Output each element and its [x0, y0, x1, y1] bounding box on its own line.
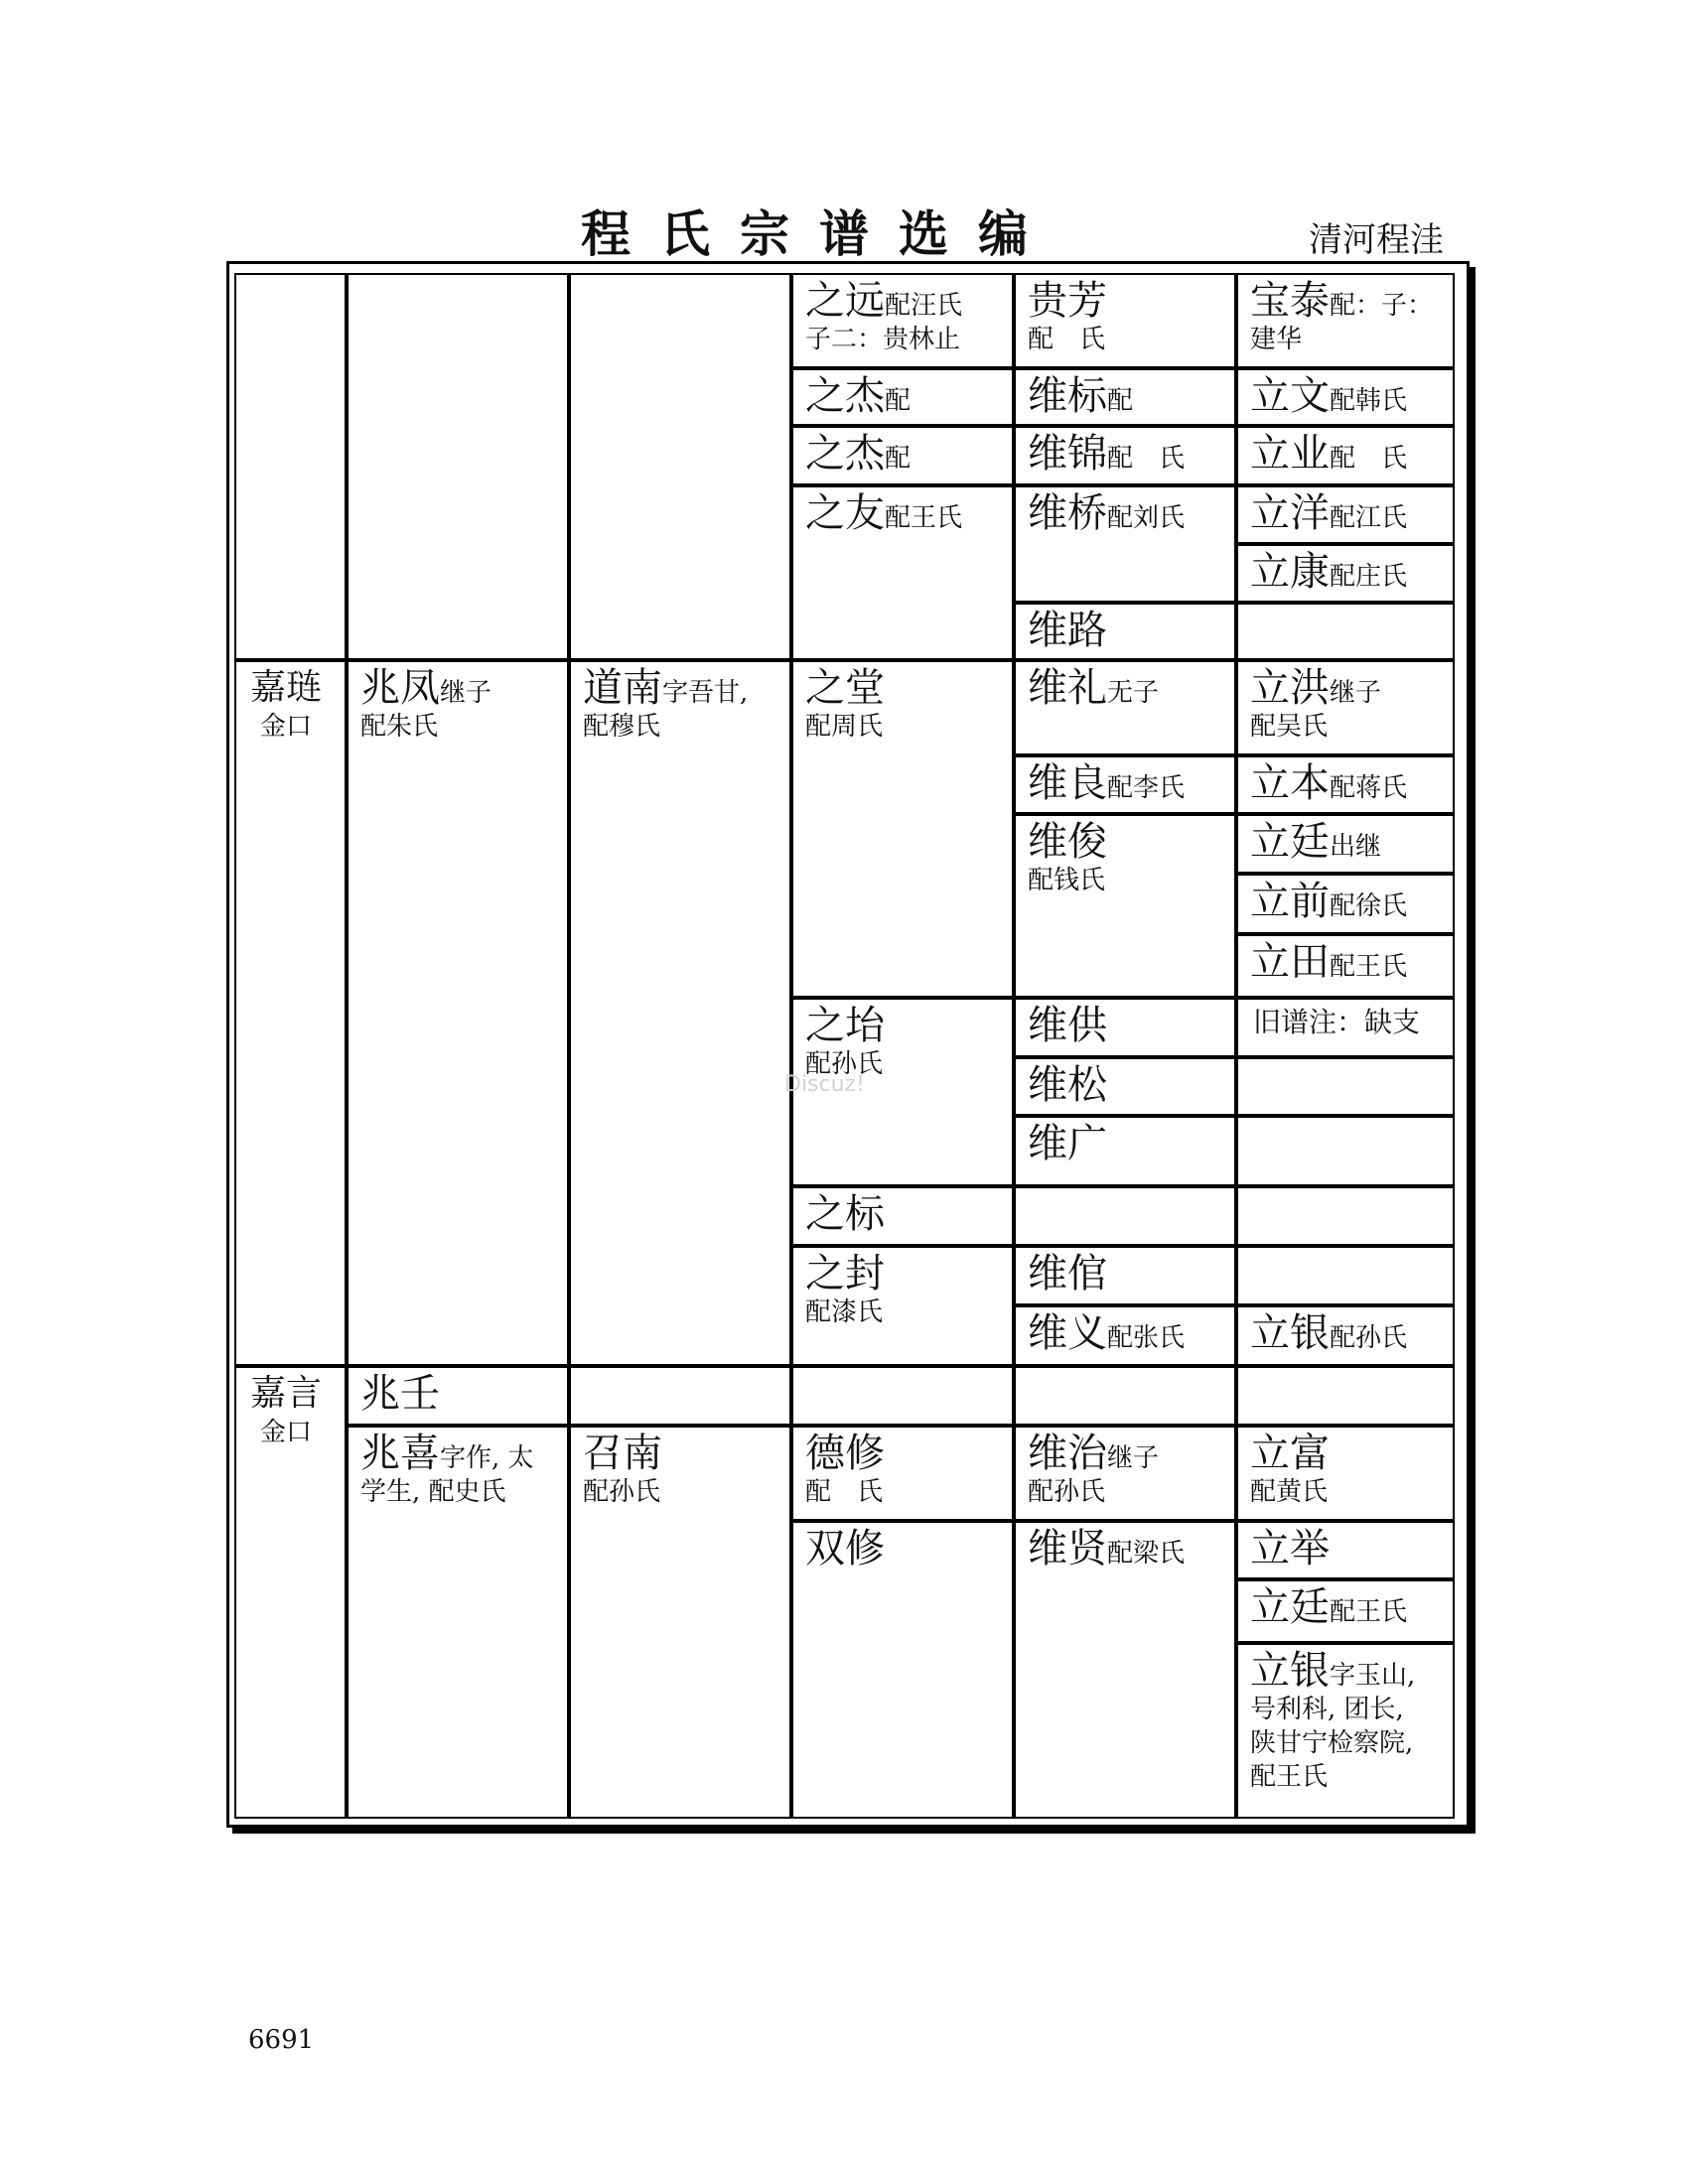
s2-c2-entry	[347, 660, 569, 1366]
entry-name: 之坮	[805, 1003, 885, 1048]
entry-line3: 陕甘宁检察院,	[1250, 1728, 1414, 1758]
entry-note: 字作, 太	[440, 1443, 534, 1473]
s2-c6-empty	[1236, 1116, 1455, 1186]
entry-name: 立富	[1250, 1431, 1330, 1476]
entry-name: 维礼	[1028, 665, 1107, 711]
entry-note: 配王氏	[885, 503, 963, 533]
entry-name: 之远	[805, 278, 885, 324]
entry-name: 兆喜	[360, 1431, 440, 1476]
entry-name: 维锦	[1028, 431, 1107, 477]
entry-name: 宝泰	[1250, 278, 1330, 324]
s3-c4-entry	[791, 1426, 1014, 1521]
entry-name: 之友	[805, 490, 885, 536]
entry-name: 嘉琏	[250, 667, 323, 708]
entry-note: 配 氏	[1107, 444, 1186, 474]
entry-name: 兆壬	[360, 1371, 440, 1417]
s2-c5-entry	[1014, 755, 1236, 814]
s2-c1-entry	[234, 660, 347, 1366]
s3-c6-entry	[1236, 1643, 1455, 1819]
s1-c5-entry	[1014, 368, 1236, 426]
entry-line2: 子二：贵林止	[805, 325, 961, 354]
entry-line2: 金口	[260, 712, 313, 742]
entry-note: 配刘氏	[1107, 503, 1186, 533]
s3-c1-entry	[234, 1366, 347, 1819]
entry-name: 维义	[1028, 1310, 1107, 1356]
s1-c5-entry	[1014, 273, 1236, 368]
s3-c6-entry	[1236, 1579, 1455, 1643]
entry-name: 立文	[1250, 373, 1330, 419]
entry-note: 配徐氏	[1330, 891, 1408, 921]
entry-name: 维路	[1028, 608, 1107, 653]
entry-name: 立前	[1250, 879, 1330, 924]
entry-note: 出继	[1330, 832, 1382, 862]
s2-c5-entry	[1014, 660, 1236, 755]
entry-name: 之标	[805, 1191, 885, 1237]
entry-name: 维桥	[1028, 490, 1107, 536]
s2-c6-entry	[1236, 934, 1455, 998]
watermark-text: Discuz!	[784, 1072, 865, 1097]
entry-name: 道南	[583, 665, 662, 711]
s1-c4-entry	[791, 426, 1014, 485]
entry-line2: 建华	[1250, 325, 1303, 354]
entry-name: 立银	[1250, 1648, 1330, 1694]
entry-note: 配韩氏	[1330, 386, 1408, 416]
entry-note: 配孙氏	[1330, 1323, 1408, 1353]
entry-name: 维松	[1028, 1062, 1107, 1108]
entry-name: 维广	[1028, 1121, 1107, 1166]
entry-note: 配庄氏	[1330, 562, 1408, 592]
s2-c6-empty	[1236, 1186, 1455, 1246]
entry-name: 召南	[583, 1431, 662, 1476]
entry-note: 字玉山,	[1330, 1661, 1416, 1691]
entry-name: 兆凤	[360, 665, 440, 711]
s1-c5-entry	[1014, 603, 1236, 660]
entry-line2: 配孙氏	[1028, 1477, 1106, 1507]
entry-name: 之杰	[805, 431, 885, 477]
s2-c6-empty	[1236, 1246, 1455, 1305]
entry-name: 之封	[805, 1251, 885, 1297]
entry-note: 配张氏	[1107, 1323, 1186, 1353]
s2-c5-empty	[1014, 1186, 1236, 1246]
entry-name: 维良	[1028, 760, 1107, 806]
s2-c5-entry	[1014, 1305, 1236, 1366]
entry-line2: 配吴氏	[1250, 712, 1329, 742]
entry-note: 配汪氏	[885, 291, 963, 321]
s2-c3-entry	[569, 660, 791, 1366]
s1-col2-empty	[347, 273, 569, 660]
s2-c4-entry	[791, 1246, 1014, 1366]
entry-line2: 学生, 配史氏	[360, 1477, 506, 1507]
s1-c6-entry	[1236, 368, 1455, 426]
s1-c6-entry	[1236, 426, 1455, 485]
s2-c5-entry	[1014, 1057, 1236, 1116]
s1-c5-entry	[1014, 426, 1236, 485]
s2-c6-entry	[1236, 660, 1455, 755]
s3-c4-empty	[791, 1366, 1014, 1426]
entry-note: 无子	[1107, 678, 1160, 708]
s3-c5-empty	[1014, 1366, 1236, 1426]
s3-c3-entry	[569, 1426, 791, 1819]
s1-col1-empty	[234, 273, 347, 660]
s3-c6-empty	[1236, 1366, 1455, 1426]
entry-note: 配王氏	[1330, 952, 1408, 982]
s2-c6-entry	[1236, 755, 1455, 814]
entry-note: 配李氏	[1107, 773, 1186, 803]
entry-note: 配：子：	[1330, 291, 1434, 321]
s2-c6-entry	[1236, 814, 1455, 874]
s3-c6-entry	[1236, 1426, 1455, 1521]
entry-name: 立廷	[1250, 1584, 1330, 1630]
s2-c5-entry	[1014, 814, 1236, 998]
entry-name: 之杰	[805, 373, 885, 419]
entry-note: 配梁氏	[1107, 1539, 1186, 1569]
s3-c2-entry	[347, 1426, 569, 1819]
s2-c4-entry	[791, 660, 1014, 998]
entry-note: 配王氏	[1330, 1597, 1408, 1627]
entry-name: 维贤	[1028, 1526, 1107, 1571]
s1-col3-empty	[569, 273, 791, 660]
entry-note: 继子	[1107, 1443, 1160, 1473]
s1-c6-entry	[1236, 273, 1455, 368]
entry-note: 配江氏	[1330, 503, 1408, 533]
entry-name: 维俊	[1028, 819, 1107, 865]
s2-c6-empty	[1236, 1057, 1455, 1116]
s3-c5-entry	[1014, 1426, 1236, 1521]
entry-note: 字吾甘,	[662, 678, 749, 708]
entry-name: 贵芳	[1028, 278, 1107, 324]
page-number: 6691	[248, 2025, 315, 2055]
s1-c6-empty	[1236, 603, 1455, 660]
entry-line2: 配钱氏	[1028, 866, 1106, 895]
entry-line2: 配黄氏	[1250, 1477, 1329, 1507]
entry-note: 配	[885, 444, 912, 474]
entry-name: 立田	[1250, 939, 1330, 985]
old-genealogy-note: 旧谱注：缺支	[1253, 1006, 1421, 1038]
entry-line2: 金口	[260, 1418, 313, 1447]
entry-note: 配蒋氏	[1330, 773, 1408, 803]
entry-line2: 配朱氏	[360, 712, 439, 742]
entry-line2: 配孙氏	[805, 1049, 884, 1079]
s2-c6-entry	[1236, 1305, 1455, 1366]
entry-line2: 配漆氏	[805, 1297, 884, 1327]
s2-c5-entry	[1014, 1246, 1236, 1305]
entry-note: 配	[885, 386, 912, 416]
s3-c4-entry	[791, 1521, 1014, 1819]
page-title: 程氏宗谱选编	[581, 205, 1057, 263]
entry-name: 维供	[1028, 1003, 1107, 1048]
s3-c5-entry	[1014, 1521, 1236, 1819]
entry-note: 继子	[440, 678, 492, 708]
entry-name: 双修	[805, 1526, 885, 1571]
entry-note: 配 氏	[1330, 444, 1408, 474]
entry-name: 立洪	[1250, 665, 1330, 711]
entry-name: 立银	[1250, 1310, 1330, 1356]
s1-c4-entry	[791, 485, 1014, 660]
entry-name: 立举	[1250, 1526, 1330, 1571]
entry-line2: 配孙氏	[583, 1477, 661, 1507]
entry-name: 立本	[1250, 760, 1330, 806]
s3-c3-empty	[569, 1366, 791, 1426]
s2-c4-entry	[791, 1186, 1014, 1246]
entry-name: 维治	[1028, 1431, 1107, 1476]
entry-name: 嘉言	[250, 1373, 323, 1414]
entry-name: 立洋	[1250, 490, 1330, 536]
entry-note: 继子	[1330, 678, 1382, 708]
entry-line4: 配王氏	[1250, 1762, 1329, 1792]
s2-c6-entry	[1236, 874, 1455, 934]
s1-c4-entry	[791, 273, 1014, 368]
entry-line2: 配周氏	[805, 712, 884, 742]
s2-c5-entry	[1014, 998, 1236, 1057]
s3-c2-entry	[347, 1366, 569, 1426]
entry-name: 之堂	[805, 665, 885, 711]
s1-c4-entry	[791, 368, 1014, 426]
entry-line2: 配 氏	[1028, 325, 1106, 354]
entry-name: 德修	[805, 1431, 885, 1476]
entry-line2: 配 氏	[805, 1477, 884, 1507]
entry-name: 立廷	[1250, 819, 1330, 865]
s1-c6-entry	[1236, 485, 1455, 544]
entry-name: 立业	[1250, 431, 1330, 477]
entry-name: 立康	[1250, 549, 1330, 595]
s3-c6-entry	[1236, 1521, 1455, 1579]
entry-name: 维标	[1028, 373, 1107, 419]
s1-c6-entry	[1236, 544, 1455, 603]
author-label: 清河程洼	[1309, 220, 1444, 260]
s1-c5-entry	[1014, 485, 1236, 603]
entry-line2: 配穆氏	[583, 712, 661, 742]
s2-c5-entry	[1014, 1116, 1236, 1186]
entry-line2: 号利科, 团长,	[1250, 1695, 1404, 1724]
entry-note: 配	[1107, 386, 1134, 416]
entry-name: 维倌	[1028, 1251, 1107, 1297]
